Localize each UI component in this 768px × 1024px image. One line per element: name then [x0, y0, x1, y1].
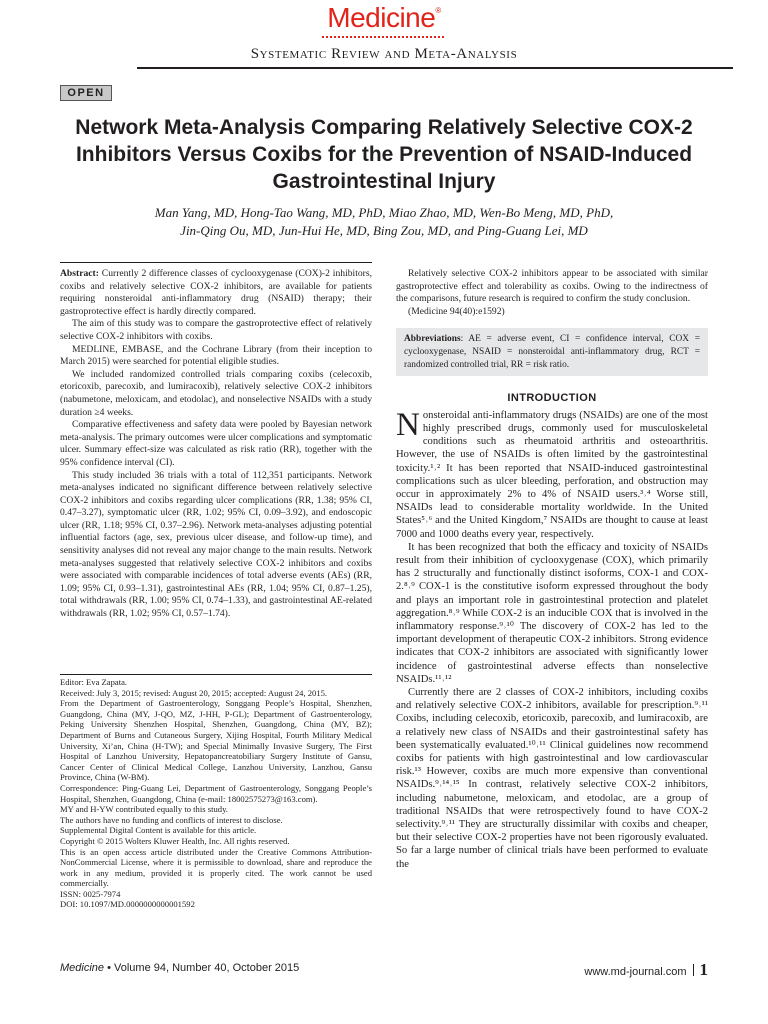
- footnote-doi: DOI: 10.1097/MD.0000000000001592: [60, 899, 195, 910]
- footer-journal-info: [60, 962, 299, 974]
- footnote-conflicts: The authors have no funding and conflicts of interest to disclose.: [60, 814, 283, 825]
- open-access-badge: OPEN: [60, 85, 112, 101]
- abstract-paragraph: Abstract: Currently 2 difference classes of cyclooxygenase (COX)-2 inhibitors, coxibs and relatively selective COX-2 inhibitors, are available for patients requiring nonsteroidal anti-inflammatory drug (NSAID) therapy; their gastroprotective effect is hardly directly compared.: [60, 268, 372, 317]
- page-number: 1: [699, 960, 708, 979]
- author-list: [80, 204, 688, 240]
- footnote-correspondence: Correspondence: Ping-Guang Lei, Department of Gastroenterology, Songgang People’s Hospital, Shenzhen, Guangdong, China (e-mail: 18002575273@163.com).: [60, 782, 372, 804]
- abstract-paragraph: MEDLINE, EMBASE, and the Cochrane Library (from their inception to March 2015) were searched for potential eligible studies.: [60, 343, 372, 368]
- journal-logo-text: Medicine: [327, 2, 436, 33]
- journal-logo: [0, 2, 768, 34]
- footnote-supplemental: Supplemental Digital Content is available for this article.: [60, 825, 257, 836]
- journal-website-link[interactable]: www.md-journal.com: [584, 966, 687, 978]
- abstract-paragraph: Comparative effectiveness and safety data were pooled by Bayesian network meta-analysis. The primary outcomes were ulcer complications and symptomatic ulcer. Summary effect-size was calculated as risk ratio (RR), together with the 95% confidence interval (CI).: [60, 419, 372, 468]
- footnote-license: This is an open access article distributed under the Creative Commons Attribution- NonCommercial License, where it is permissible to download, share and reproduce the work in any medium, provided it is properly cited. The work cannot be used commercially.: [60, 846, 372, 889]
- author-line: Jin-Qing Ou, MD, Jun-Hui He, MD, Bing Zou, MD, and Ping-Guang Lei, MD: [180, 223, 588, 238]
- intro-paragraph: Currently there are 2 classes of COX-2 inhibitors, including coxibs and relatively selective COX-2 inhibitors, available for prescription.⁹˒¹¹ Coxibs, including celecoxib, etoricoxib, parecoxib, and lumiracoxib, are a relatively new class of NSAIDs and their gastrointestinal safety has been systematically evaluated.¹⁰˒¹¹ Clinical guidelines now recommend coxibs for patients with high gastrointestinal and low cardiovascular risk.¹³ However, coxibs are much more expensive than conventional NSAIDs.⁹˒¹⁴˒¹⁵ In contrast, relatively selective COX-2 inhibitors, including nabumetone, meloxicam, and etodolac, are a group of traditional NSAIDs that were retrospectively found to have COX-2 selectivity.⁹˒¹¹ They are structurally dissimilar with coxibs and cheaper, but their selective COX-2 properties have not been rigorously evaluated. So far a large number of clinical trials have been performed to evaluate the: [396, 687, 708, 870]
- author-line: Man Yang, MD, Hong-Tao Wang, MD, PhD, Miao Zhao, MD, Wen-Bo Meng, MD, PhD,: [154, 205, 614, 220]
- logo-dotted-underline: [322, 36, 444, 38]
- introduction-body: [396, 406, 708, 871]
- abbreviations-box: [396, 328, 708, 376]
- citation: (Medicine 94(40):e1592): [408, 305, 505, 317]
- footnote-dates: Received: July 3, 2015; revised: August 20, 2015; accepted: August 24, 2015.: [60, 687, 328, 698]
- abbreviations-label: Abbreviations: [404, 334, 461, 345]
- abstract: [60, 268, 372, 621]
- abstract-top-rule: [60, 262, 372, 263]
- right-column: [396, 268, 708, 871]
- drop-cap: N: [396, 406, 420, 443]
- footer-journal-name: Medicine: [60, 962, 105, 974]
- abstract-paragraph: We included randomized controlled trials comparing coxibs (celecoxib, etoricoxib, parecoxib, and lumiracoxib), relatively selective COX-2 inhibitors (nabumetone, meloxicam, and etodolac), and nonselective NSAIDs with a study duration ≥4 weeks.: [60, 368, 372, 418]
- abstract-paragraph: The aim of this study was to compare the gastroprotective effect of relatively selective COX-2 inhibitors with coxibs.: [60, 318, 372, 342]
- footer-issue: • Volume 94, Number 40, October 2015: [107, 962, 300, 974]
- footnote-copyright: Copyright © 2015 Wolters Kluwer Health, Inc. All rights reserved.: [60, 835, 290, 846]
- abbreviations-text: : AE = adverse event, CI = confidence interval, COX = cyclooxygenase, NSAID = nonsteroidal anti-inflammatory drug, RCT = randomized controlled trial, RR = risk ratio.: [404, 334, 700, 370]
- intro-paragraph: It has been recognized that both the efficacy and toxicity of NSAIDs result from their inhibition of cyclooxygenase (COX), which primarily has 2 structurally and functionally distinct isoforms, COX-1 and COX-2.⁸˒⁹ COX-1 is the constitutive isoform expressed throughout the body and plays an important role in gastrointestinal protection and platelet aggregation.⁸˒⁹ While COX-2 is an inducible COX that is involved in the inflammatory response.⁹˒¹⁰ The discovery of COX-2 has led to the important development of therapeutic COX-2 inhibitors. Strong evidence indicates that COX-2 inhibitors are associated with significantly lower incidence of gastrointestinal adverse effects than nonselective NSAIDs.¹¹˒¹²: [396, 541, 708, 685]
- section-heading-introduction: INTRODUCTION: [507, 392, 597, 405]
- footer-right: [584, 960, 708, 980]
- footnote-affiliations: From the Department of Gastroenterology, Songgang People’s Hospital, Shenzhen, Guangdong, China (MY, J-QO, MZ, J-HH, P-GL); Department of Gastroenterology, Peking University Shenzhen Hospital, Shenzhen, Guangdong, China (MY, BZ); Department of Burns and Cutaneous Surgery, Xijing Hospital, Fourth Military Medical University, Xi’an, China (H-TW); and Special Minimally Invasive Surgery, The First Hospital of Lanzhou University, Hepatopancreatobiliary Surgery Institute of Gansu, Cancer Center of Clinical Medical College, Lanzhou University, Lanzhou, Gansu Province, China (W-BM).: [60, 698, 372, 783]
- abstract-paragraph: This study included 36 trials with a total of 112,351 participants. Network meta-analyses indicated no significant difference between relatively selective COX-2 inhibitors and coxibs regarding ulcer complications (RR, 1.38; 95% CI, 0.47–3.27), symptomatic ulcer (RR, 1.02; 95% CI, 0.09–3.92), and endoscopic ulcer (RR, 1.18; 95% CI, 0.37–2.96). Network meta-analyses adjusting potential influential factors (age, sex, previous ulcer disease, and follow-up time), and sensitivity analyses did not reveal any major change to the main results. Network meta-analyses suggested that relatively selective COX-2 inhibitors and coxibs were associated with comparable incidences of total adverse events (AEs) (RR, 1.09; 95% CI, 0.93–1.31), gastrointestinal AEs (RR, 1.04; 95% CI, 0.87–1.25), total withdrawals (RR, 1.00; 95% CI, 0.74–1.33), and gastrointestinal AE-related withdrawals (RR, 1.02; 95% CI, 0.57–1.74).: [60, 469, 372, 620]
- abstract-conclusion: Relatively selective COX-2 inhibitors appear to be associated with similar gastroprotective effect and tolerability as coxibs. Owing to the indirectness of the comparisons, future research is required to confirm the study conclusion.: [396, 268, 708, 305]
- footnotes: [60, 677, 372, 910]
- footnote-editor: Editor: Eva Zapata.: [60, 677, 128, 687]
- footnote-rule: [60, 674, 372, 675]
- intro-paragraph: Nonsteroidal anti-inflammatory drugs (NSAIDs) are one of the most highly prescribed drugs, commonly used for musculoskeletal conditions such as rheumatoid arthritis and osteoarthritis. However, the use of NSAIDs is often limited by the gastrointestinal toxicity.¹˒² It has been reported that NSAID-induced gastrointestinal complications such as ulcer bleeding, perforation, and obstruction may occur in approximately 2% to 4% of NSAID users.³˒⁴ Worse still, NSAIDs lead to considerable mortality worldwide. In the United States⁵˒⁶ and the United Kingdom,⁷ NSAIDs are thought to cause at least 7000 and 1000 deaths every year, respectively.: [396, 406, 708, 540]
- page-footer: [60, 962, 708, 978]
- abstract-label: Abstract:: [60, 268, 99, 279]
- section-type: Systematic Review and Meta-Analysis: [250, 46, 518, 62]
- registered-mark: ®: [435, 6, 441, 15]
- header-rule: [137, 67, 733, 69]
- footer-separator: [693, 964, 694, 976]
- footnote-issn: ISSN: 0025-7974: [60, 888, 121, 899]
- footnote-equal-contribution: MY and H-YW contributed equally to this study.: [60, 804, 228, 815]
- article-title: Network Meta-Analysis Comparing Relatively Selective COX-2 Inhibitors Versus Coxibs for the Prevention of NSAID-Induced Gastrointestinal Injury: [75, 116, 693, 193]
